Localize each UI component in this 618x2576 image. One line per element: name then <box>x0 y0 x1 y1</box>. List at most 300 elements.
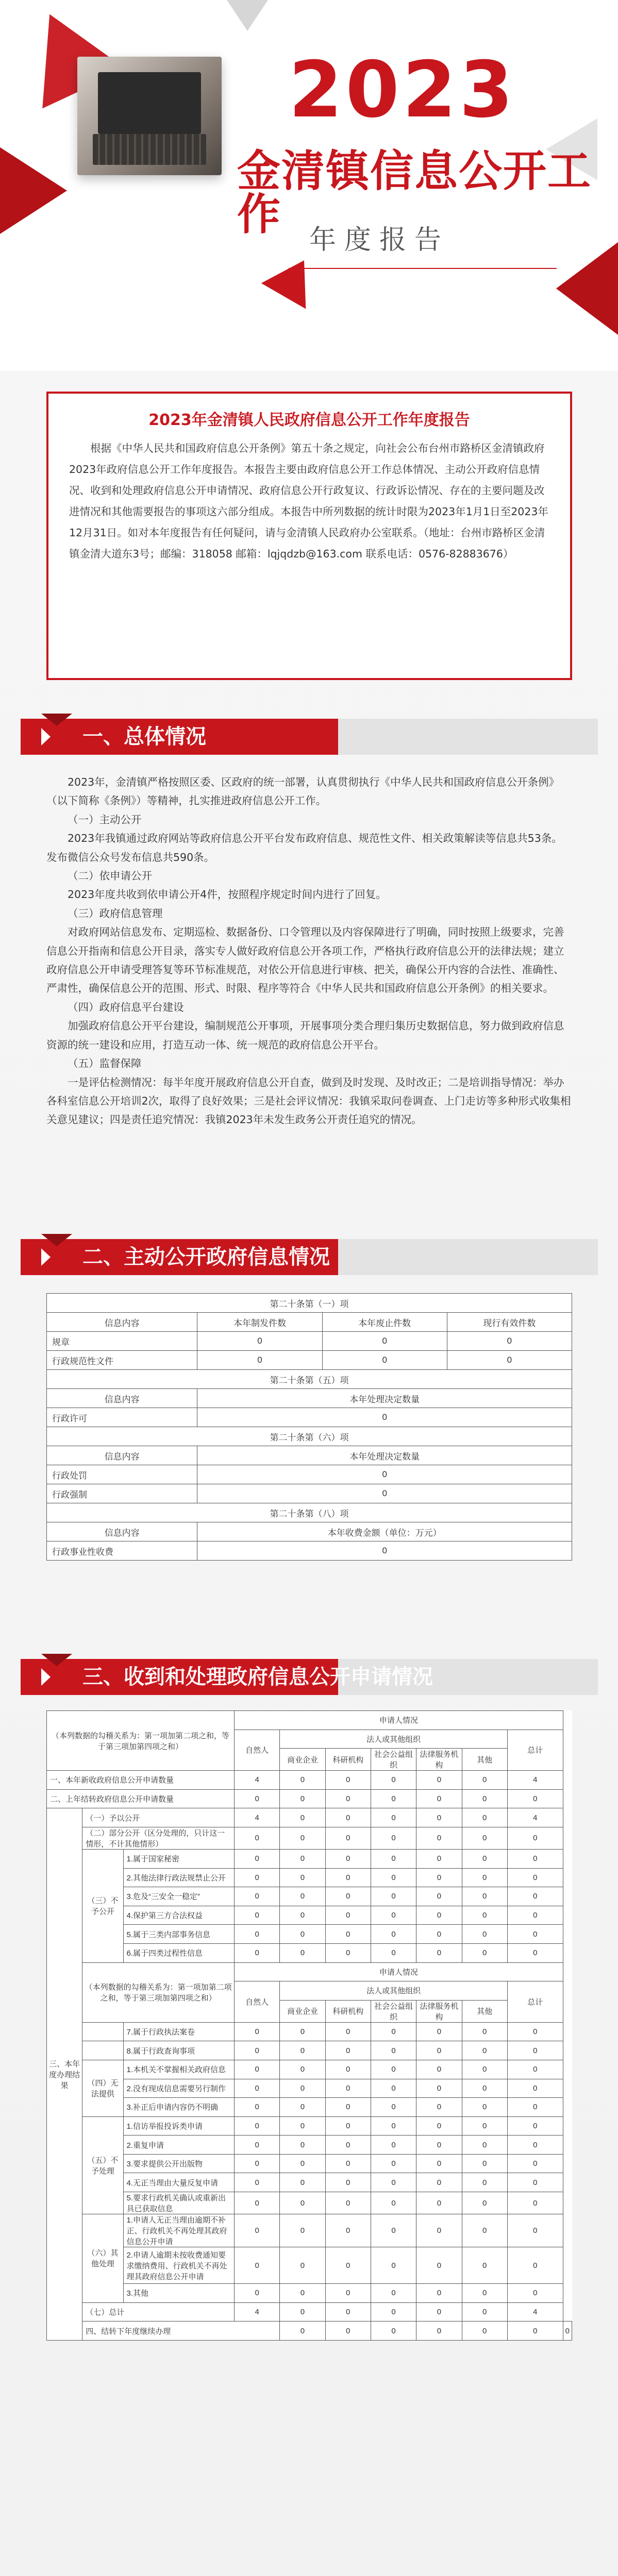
cell: 0 <box>462 2116 507 2136</box>
cell: 0 <box>507 2136 563 2155</box>
cell: 0 <box>416 1771 462 1790</box>
cell: 4 <box>235 1771 280 1790</box>
cell: 0 <box>416 2154 462 2173</box>
cell: 0 <box>325 1827 371 1849</box>
column-header: 法人或其他组织 <box>280 1730 507 1749</box>
table-row <box>47 2116 572 2136</box>
cell: 0 <box>507 2214 563 2247</box>
cell: 2.重复申请 <box>123 2136 235 2155</box>
cell: 0 <box>507 1906 563 1925</box>
paragraph: （五）监督保障 <box>68 1057 142 1070</box>
table-row <box>47 2284 572 2303</box>
cell: 0 <box>371 2247 416 2284</box>
cell: 0 <box>416 1906 462 1925</box>
table-row <box>47 1771 572 1790</box>
cell: 0 <box>462 2079 507 2098</box>
paragraph: （三）政府信息管理 <box>68 907 163 920</box>
cell: 0 <box>325 2247 371 2284</box>
laptop-photo <box>77 57 222 175</box>
column-header: 商业企业 <box>280 2000 325 2022</box>
column-header: 信息内容 <box>47 1389 197 1408</box>
cell: 0 <box>507 2321 563 2341</box>
cell: 0 <box>416 2321 462 2341</box>
column-header: 本年收费金额（单位：万元） <box>197 1522 572 1541</box>
table-row <box>47 2154 572 2173</box>
cell: 0 <box>280 2321 325 2341</box>
cell: 0 <box>235 2173 280 2192</box>
decor-triangle <box>0 134 67 247</box>
cell: 0 <box>507 1789 563 1808</box>
column-header: 科研机构 <box>325 1749 371 1771</box>
cell: （七）总计 <box>82 2302 235 2321</box>
cell: 0 <box>235 1868 280 1887</box>
cell: 0 <box>371 2192 416 2214</box>
cell: 0 <box>371 1771 416 1790</box>
row-group-label: （三）不予公开 <box>82 1849 123 1962</box>
cell: 0 <box>507 1943 563 1962</box>
cell: 0 <box>462 1808 507 1827</box>
report-year: 2023 <box>289 45 516 135</box>
cell: 规章 <box>47 1332 197 1351</box>
cell: 0 <box>235 2098 280 2117</box>
cell: 0 <box>462 2321 507 2341</box>
cell: 行政强制 <box>47 1484 197 1503</box>
cell: 0 <box>325 2192 371 2214</box>
cell: 0 <box>325 2098 371 2117</box>
column-header: 本年处理决定数量 <box>197 1389 572 1408</box>
paragraph: 对政府网站信息发布、定期巡检、数据备份、口令管理以及内容保障进行了明确，同时按照上级要求，完善信息公开指南和信息公开目录，落实专人做好政府信息公开各项工作，严格执行政府信息公开的法律法规；建立政府信息公开申请受理答复等环节标准规范，对依公开信息进行审核、把关，确保公开内容的合法性、准确性、严肃性，确保信息公开的范围、形式、时限、程序等符合《中华人民共和国政府信息公开条例》的相关要求。 <box>46 926 564 995</box>
cell: 0 <box>462 2041 507 2060</box>
cell: 0 <box>235 2192 280 2214</box>
table-row <box>47 1332 572 1351</box>
cell: 0 <box>280 2284 325 2303</box>
cell: 0 <box>371 2022 416 2041</box>
section-header-3 <box>21 1659 598 1695</box>
cell: 0 <box>280 1849 325 1868</box>
cell: 0 <box>325 2302 371 2321</box>
cell: 0 <box>462 1887 507 1906</box>
cell: 0 <box>507 1868 563 1887</box>
cell: 0 <box>507 2173 563 2192</box>
section-tab <box>41 1234 72 1246</box>
cell: 3.补正后申请内容仍不明确 <box>123 2098 235 2117</box>
table-heading: 第二十条第（一）项 <box>47 1294 572 1313</box>
cell: 0 <box>371 2173 416 2192</box>
column-header: 自然人 <box>235 1981 280 2023</box>
cell: 4 <box>507 2302 563 2321</box>
cell: 0 <box>563 2321 572 2341</box>
cell: 0 <box>507 2247 563 2284</box>
application-table <box>46 1710 572 2341</box>
cell: 1.属于国家秘密 <box>123 1849 235 1868</box>
cell: 0 <box>371 2154 416 2173</box>
cell: 0 <box>447 1351 572 1370</box>
cell: 0 <box>197 1408 572 1427</box>
column-header: 科研机构 <box>325 2000 371 2022</box>
cell: 2.没有现成信息需要另行制作 <box>123 2079 235 2098</box>
cell: 0 <box>235 2022 280 2041</box>
cell: 0 <box>280 2214 325 2247</box>
cell: 0 <box>280 1827 325 1849</box>
column-header: 申请人情况 <box>235 1962 563 1981</box>
cell: 0 <box>235 2060 280 2079</box>
paragraph: 2023年，金清镇严格按照区委、区政府的统一部署，认真贯彻执行《中华人民共和国政府信息公开条例》（以下简称《条例》）等精神，扎实推进政府信息公开工作。 <box>46 776 560 807</box>
paragraph: 2023年度共收到依申请公开4件，按照程序规定时间内进行了回复。 <box>68 888 387 901</box>
cell: 0 <box>325 2284 371 2303</box>
cell: 0 <box>235 2154 280 2173</box>
cell: 0 <box>416 2060 462 2079</box>
cell: 0 <box>280 2154 325 2173</box>
cell: 0 <box>325 2214 371 2247</box>
column-header: 本年处理决定数量 <box>197 1446 572 1465</box>
section-title: 一、总体情况 <box>82 725 206 749</box>
cell: 0 <box>371 2079 416 2098</box>
cell: 0 <box>462 1771 507 1790</box>
cell: 0 <box>462 2154 507 2173</box>
cell: 0 <box>197 1351 322 1370</box>
column-header: 申请人情况 <box>235 1711 563 1730</box>
cell: 0 <box>280 2173 325 2192</box>
active-disclosure-table <box>46 1293 572 1561</box>
column-header: 信息内容 <box>47 1313 197 1332</box>
column-header: 本年废止件数 <box>322 1313 447 1332</box>
table-row <box>47 1408 572 1427</box>
cell: 0 <box>462 2173 507 2192</box>
cell: 0 <box>371 1808 416 1827</box>
decor-triangle <box>556 242 618 335</box>
table-row <box>47 1943 572 1962</box>
report-cover <box>0 0 618 371</box>
cell: 5.属于三类内部事务信息 <box>123 1925 235 1944</box>
paragraph: 2023年我镇通过政府网站等政府信息公开平台发布政府信息、规范性文件、相关政策解读等信息共53条。发布微信公众号发布信息共590条。 <box>46 832 562 863</box>
table-row <box>47 1868 572 1887</box>
table-row <box>47 2079 572 2098</box>
cell: 0 <box>280 2098 325 2117</box>
cell: 0 <box>371 1789 416 1808</box>
column-header: 其他 <box>462 2000 507 2022</box>
table-row <box>47 2022 572 2041</box>
cell: 0 <box>325 1887 371 1906</box>
cell: 0 <box>325 2154 371 2173</box>
table-row <box>47 2060 572 2079</box>
cell: 0 <box>416 2022 462 2041</box>
table-row <box>47 1827 572 1849</box>
cell: 2.申请人逾期未按收费通知要求缴纳费用、行政机关不再处理其政府信息公开申请 <box>123 2247 235 2284</box>
report-subtitle: 年度报告 <box>309 225 450 256</box>
table-row <box>47 1484 572 1503</box>
column-header: 社会公益组织 <box>371 1749 416 1771</box>
table-row <box>47 1351 572 1370</box>
cell: 0 <box>235 2214 280 2247</box>
cell: 3.要求提供公开出版物 <box>123 2154 235 2173</box>
cell: 0 <box>325 2173 371 2192</box>
cell: 0 <box>280 2192 325 2214</box>
cell: 0 <box>462 2302 507 2321</box>
cell: 0 <box>325 2060 371 2079</box>
column-header: 信息内容 <box>47 1446 197 1465</box>
cell: 0 <box>507 2041 563 2060</box>
table-corner-note: （本列数据的勾稽关系为：第一项加第二项之和，等于第三项加第四项之和） <box>47 1711 235 1771</box>
cell: 0 <box>507 1849 563 1868</box>
cell: 0 <box>325 1849 371 1868</box>
cell: 0 <box>416 2192 462 2214</box>
cell: 0 <box>462 1943 507 1962</box>
cell: 0 <box>507 2116 563 2136</box>
cell: 0 <box>322 1351 447 1370</box>
table-row <box>47 1849 572 1868</box>
cell: 0 <box>416 2214 462 2247</box>
cell: 0 <box>416 2116 462 2136</box>
column-header: 法人或其他组织 <box>280 1981 507 2001</box>
cell: 0 <box>462 1925 507 1944</box>
cell: 0 <box>507 2022 563 2041</box>
laptop-screen <box>98 72 201 134</box>
cell: 0 <box>507 1827 563 1849</box>
play-icon <box>41 1668 51 1686</box>
cell: 4 <box>507 1808 563 1827</box>
intro-text: 根据《中华人民共和国政府信息公开条例》第五十条之规定，向社会公布台州市路桥区金清镇政府2023年政府信息公开工作年度报告。本报告主要由政府信息公开工作总体情况、主动公开政府信息情况、收到和处理政府信息公开申请情况、政府信息公开行政复议、行政诉讼情况、存在的主要问题及改进情况和其他需要报告的事项这六部分组成。本报告中所列数据的统计时限为2023年1月1日至2023年12月31日。如对本年度报告有任何疑问，请与金清镇人民政府办公室联系。（地址：台州市路桥区金清镇金清大道东3号；邮编：318058 邮箱：lqjqdzb@163.com 联系电话：0576-82883676） <box>69 442 548 560</box>
cell: 0 <box>462 2098 507 2117</box>
cell: 0 <box>197 1541 572 1561</box>
cell: 6.属于四类过程性信息 <box>123 1943 235 1962</box>
cell: 0 <box>325 2022 371 2041</box>
cell: 5.要求行政机关确认或重新出具已获取信息 <box>123 2192 235 2214</box>
cell: 0 <box>325 2079 371 2098</box>
cell: 0 <box>507 2098 563 2117</box>
column-header: 现行有效件数 <box>447 1313 572 1332</box>
cell: 0 <box>462 1827 507 1849</box>
cell: 0 <box>371 2284 416 2303</box>
cell: 0 <box>235 2247 280 2284</box>
cell: 0 <box>507 2060 563 2079</box>
column-header: 本年制发件数 <box>197 1313 322 1332</box>
section-1-body <box>46 773 572 1129</box>
cell: 0 <box>416 1943 462 1962</box>
cell: 0 <box>325 2041 371 2060</box>
cell: 行政许可 <box>47 1408 197 1427</box>
column-header: 自然人 <box>235 1730 280 1771</box>
cell: 0 <box>416 2173 462 2192</box>
cell: 0 <box>325 1906 371 1925</box>
cell: 0 <box>507 2079 563 2098</box>
cell: 0 <box>416 1827 462 1849</box>
cell: 4 <box>235 1808 280 1827</box>
cell: 0 <box>325 2321 371 2341</box>
cell: 0 <box>371 1868 416 1887</box>
cell: 0 <box>507 2192 563 2214</box>
table-row <box>47 1925 572 1944</box>
table-row <box>47 2136 572 2155</box>
cell: 0 <box>416 1808 462 1827</box>
cell: （一）予以公开 <box>82 1808 235 1827</box>
cell: 0 <box>322 1332 447 1351</box>
cell: 0 <box>235 2041 280 2060</box>
cell: 0 <box>325 1789 371 1808</box>
table-row <box>47 2041 572 2060</box>
cell: 0 <box>280 1868 325 1887</box>
cell: 0 <box>462 2022 507 2041</box>
cell: 0 <box>371 1887 416 1906</box>
cell: 2.其他法律行政法规禁止公开 <box>123 1868 235 1887</box>
cell: 0 <box>280 1808 325 1827</box>
cell: 0 <box>416 1789 462 1808</box>
laptop-keyboard <box>93 134 206 165</box>
decor-triangle <box>261 247 327 309</box>
cell: 3.危及“三安全一稳定” <box>123 1887 235 1906</box>
cell: 行政处罚 <box>47 1465 197 1484</box>
cell: 0 <box>280 2041 325 2060</box>
cell: 0 <box>416 2247 462 2284</box>
column-header: 法律服务机构 <box>416 2000 462 2022</box>
cell: 0 <box>507 2284 563 2303</box>
cell: 0 <box>371 2098 416 2117</box>
title-underline <box>289 268 557 269</box>
cell: 0 <box>462 1789 507 1808</box>
cell: 0 <box>371 2116 416 2136</box>
section-tab <box>41 714 72 726</box>
cell: 0 <box>235 1849 280 1868</box>
cell: 0 <box>325 1943 371 1962</box>
paragraph: 一是评估检测情况：每半年度开展政府信息公开自查，做到及时发现、及时改正；二是培训指导情况：举办各科室信息公开培训2次，取得了良好效果；三是社会评议情况：我镇采取问卷调查、上门走访等多种形式收集相关意见建议；四是责任追究情况：我镇2023年未发生政务公开责任追究的情况。 <box>46 1076 571 1126</box>
cell: 0 <box>371 2136 416 2155</box>
cell: 0 <box>280 1906 325 1925</box>
cell: 四、结转下年度继续办理 <box>82 2321 280 2341</box>
cell: 0 <box>507 1887 563 1906</box>
cell: 4.保护第三方合法权益 <box>123 1906 235 1925</box>
table-row <box>47 1808 572 1827</box>
table-row <box>47 2214 572 2247</box>
cell: 3.其他 <box>123 2284 235 2303</box>
cell: 0 <box>325 1771 371 1790</box>
intro-box <box>46 392 572 680</box>
table-row <box>47 1906 572 1925</box>
cell: 4 <box>507 1771 563 1790</box>
cell: 0 <box>235 1827 280 1849</box>
cell: 0 <box>507 2154 563 2173</box>
cell: 7.属于行政执法案卷 <box>123 2022 235 2041</box>
cell: 0 <box>235 1789 280 1808</box>
table-row <box>47 1789 572 1808</box>
cell: 行政事业性收费 <box>47 1541 197 1561</box>
cell: 0 <box>280 1887 325 1906</box>
cell: 0 <box>462 2247 507 2284</box>
paragraph: （一）主动公开 <box>68 813 142 826</box>
cell: 0 <box>235 2136 280 2155</box>
cell: 0 <box>280 2079 325 2098</box>
cell: 0 <box>462 1868 507 1887</box>
column-header: 其他 <box>462 1749 507 1771</box>
table-row <box>47 2173 572 2192</box>
cell: 0 <box>416 1925 462 1944</box>
cell: 0 <box>371 1849 416 1868</box>
cell: 0 <box>280 2116 325 2136</box>
cell: 0 <box>416 2302 462 2321</box>
cell: 行政规范性文件 <box>47 1351 197 1370</box>
cell: 4 <box>235 2302 280 2321</box>
cell: 0 <box>416 2079 462 2098</box>
cell: 0 <box>462 1906 507 1925</box>
cell: 0 <box>507 1925 563 1944</box>
section-tab <box>41 1654 72 1666</box>
table-row <box>47 2098 572 2117</box>
row-group-label: （五）不予处理 <box>82 2116 123 2214</box>
cell: 0 <box>280 2060 325 2079</box>
table-heading: 第二十条第（六）项 <box>47 1427 572 1446</box>
report-title: 金清镇信息公开工作 <box>237 146 592 240</box>
cell: 0 <box>371 1827 416 1849</box>
cell: 0 <box>416 2041 462 2060</box>
paragraph: （四）政府信息平台建设 <box>68 1001 184 1013</box>
play-icon <box>41 728 51 745</box>
cell: 0 <box>280 1943 325 1962</box>
cell: 0 <box>416 2136 462 2155</box>
section-header-1 <box>21 719 598 755</box>
cell: 0 <box>325 1808 371 1827</box>
cell: 0 <box>371 2041 416 2060</box>
cell: 1.本机关不掌握相关政府信息 <box>123 2060 235 2079</box>
decor-triangle <box>216 0 278 31</box>
column-header: 商业企业 <box>280 1749 325 1771</box>
cell: 0 <box>235 2284 280 2303</box>
cell: 0 <box>325 2136 371 2155</box>
table-heading: 第二十条第（五）项 <box>47 1370 572 1389</box>
cell: 0 <box>371 2214 416 2247</box>
cell: 0 <box>416 2284 462 2303</box>
table-heading: 第二十条第（八）项 <box>47 1503 572 1522</box>
cell: 0 <box>280 2247 325 2284</box>
cell: 0 <box>462 2060 507 2079</box>
table-corner-note: （本列数据的勾稽关系为：第一项加第二项之和，等于第三项加第四项之和） <box>82 1962 235 2022</box>
cell: 0 <box>325 1925 371 1944</box>
cell: 0 <box>235 1925 280 1944</box>
cell: 0 <box>371 1906 416 1925</box>
cell: 0 <box>371 2321 416 2341</box>
cell: 0 <box>280 2136 325 2155</box>
table-row <box>47 1465 572 1484</box>
cell: 0 <box>416 1868 462 1887</box>
column-header: 总计 <box>507 1730 563 1771</box>
cell: 0 <box>416 2098 462 2117</box>
table-row <box>47 2192 572 2214</box>
column-header: 社会公益组织 <box>371 2000 416 2022</box>
play-icon <box>41 1248 51 1266</box>
section-title: 三、收到和处理政府信息公开申请情况 <box>82 1665 433 1689</box>
cell: 0 <box>235 1943 280 1962</box>
table-row <box>47 2247 572 2284</box>
cell: 1.申请人无正当理由逾期不补正、行政机关不再处理其政府信息公开申请 <box>123 2214 235 2247</box>
cell: 0 <box>235 2116 280 2136</box>
cell: 0 <box>462 2136 507 2155</box>
cell: 8.属于行政查询事项 <box>123 2041 235 2060</box>
cell: 0 <box>197 1484 572 1503</box>
cell: 0 <box>462 2284 507 2303</box>
cell: 0 <box>280 1771 325 1790</box>
intro-title: 2023年金清镇人民政府信息公开工作年度报告 <box>148 411 470 429</box>
row-group-label: 三、本年度办理结果 <box>47 1808 82 2340</box>
paragraph: 加强政府信息公开平台建设，编制规范公开事项，开展事项分类合理归集历史数据信息，努力做到政府信息资源的统一建设和应用，打造互动一体、统一规范的政府信息公开平台。 <box>46 1020 564 1051</box>
cell: 0 <box>416 1849 462 1868</box>
table-row <box>47 1887 572 1906</box>
cell: 0 <box>280 1789 325 1808</box>
cell: 0 <box>197 1465 572 1484</box>
cell: 二、上年结转政府信息公开申请数量 <box>47 1789 235 1808</box>
paragraph: （二）依申请公开 <box>68 870 152 883</box>
cell: 0 <box>416 1887 462 1906</box>
table-row <box>47 2302 572 2321</box>
cell: 0 <box>462 2214 507 2247</box>
cell: 0 <box>371 2302 416 2321</box>
cell: 0 <box>371 1925 416 1944</box>
